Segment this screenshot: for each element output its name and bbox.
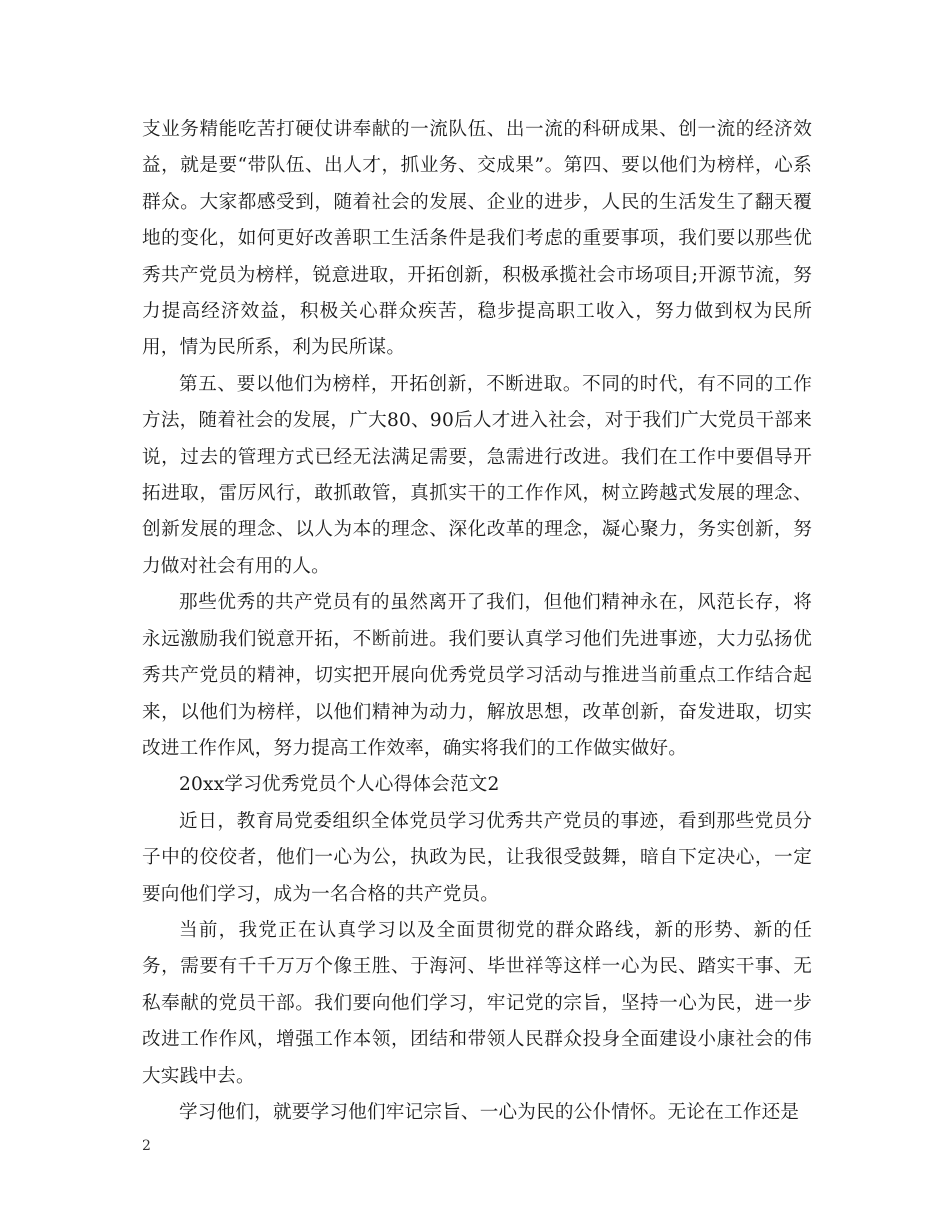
paragraph-4: 近日，教育局党委组织全体党员学习优秀共产党员的事迹，看到那些党员分子中的佼佼者，他们一心为公，执政为民，让我很受鼓舞，暗自下定决心，一定要向他们学习，成为一名合格的共产党员。	[142, 810, 812, 905]
paragraph-1: 支业务精能吃苦打硬仗讲奉献的一流队伍、出一流的科研成果、创一流的经济效益，就是要“带队伍、出人才，抓业务、交成果”。第四、要以他们为榜样，心系群众。大家都感受到，随着社会的发展、企业的进步，人民的生活发生了翻天覆地的变化，如何更好改善职工生活条件是我们考虑的重要事项，我们要以那些优秀共产党员为榜样，锐意进取，开拓创新，积极承揽社会市场项目;开源节流，努力提高经济效益，积极关心群众疾苦，稳步提高职工收入，努力做到权为民所用，情为民所系，利为民所谋。	[142, 119, 812, 359]
paragraph-6: 学习他们，就要学习他们牢记宗旨、一心为民的公仆情怀。无论在工作还是	[179, 1101, 800, 1123]
paragraph-5: 当前，我党正在认真学习以及全面贯彻党的群众路线，新的形势、新的任务，需要有千千万万个像王胜、于海河、毕世祥等这样一心为民、踏实干事、无私奉献的党员干部。我们要向他们学习，牢记党的宗旨，坚持一心为民，进一步改进工作作风，增强工作本领，团结和带领人民群众投身全面建设小康社会的伟大实践中去。	[142, 919, 812, 1087]
paragraph-2: 第五、要以他们为榜样，开拓创新，不断进取。不同的时代，有不同的工作方法，随着社会的发展，广大80、90后人才进入社会，对于我们广大党员干部来说，过去的管理方式已经无法满足需要，急需进行改进。我们在工作中要倡导开拓进取，雷厉风行，敢抓敢管，真抓实干的工作作风，树立跨越式发展的理念、创新发展的理念、以人为本的理念、深化改革的理念，凝心聚力，务实创新，努力做对社会有用的人。	[142, 373, 812, 577]
section-heading: 20xx学习优秀党员个人心得体会范文2	[179, 774, 500, 796]
paragraph-3: 那些优秀的共产党员有的虽然离开了我们，但他们精神永在，风范长存，将永远激励我们锐意开拓，不断前进。我们要认真学习他们先进事迹，大力弘扬优秀共产党员的精神，切实把开展向优秀党员学习活动与推进当前重点工作结合起来，以他们为榜样，以他们精神为动力，解放思想，改革创新，奋发进取，切实改进工作作风，努力提高工作效率，确实将我们的工作做实做好。	[142, 592, 812, 759]
document-body	[142, 112, 812, 1131]
page-number: 2	[142, 1138, 151, 1154]
